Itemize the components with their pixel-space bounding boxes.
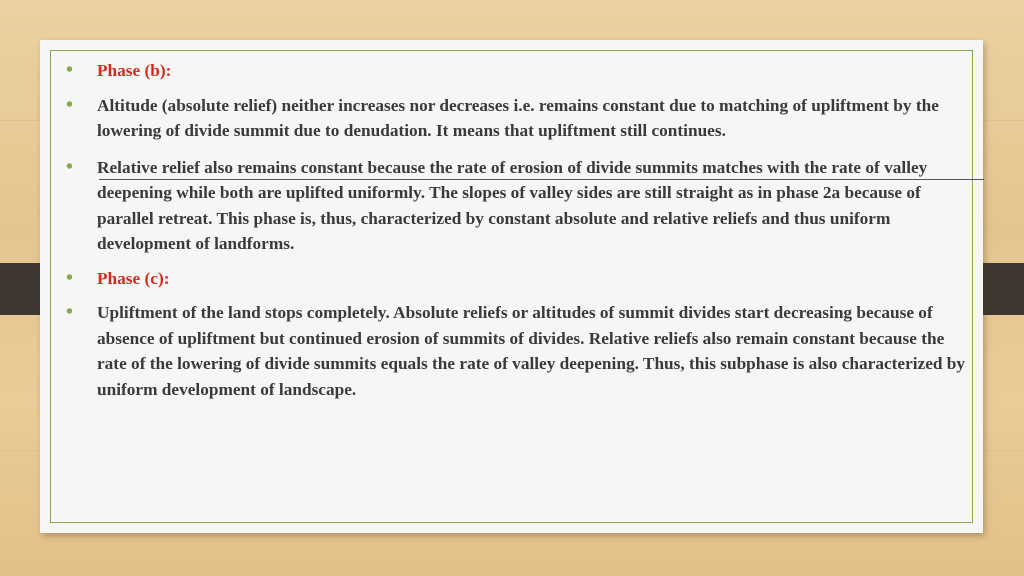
bullet-icon: • xyxy=(66,301,74,323)
left-side-tab xyxy=(0,263,40,315)
phase-c-heading: Phase (c): xyxy=(97,268,170,288)
bullet-icon: • xyxy=(66,59,74,81)
bullet-icon: • xyxy=(66,93,74,116)
bullet-icon: • xyxy=(66,266,74,289)
bullet-item-phase-b-heading xyxy=(66,58,971,84)
slide-content xyxy=(66,58,971,411)
bullet-item-altitude xyxy=(66,93,971,144)
underline-decoration xyxy=(99,179,984,180)
bullet-icon: • xyxy=(66,155,74,178)
bullet-item-upliftment xyxy=(66,300,971,402)
bullet-item-relative-relief xyxy=(66,155,971,257)
upliftment-paragraph: Upliftment of the land stops completely. Absolute reliefs or altitudes of summit divides start decreasing because of absence of upliftment but continued erosion of summits of divides. Relative reliefs also remain constant because the rate of the lowering of divide summits equals the rate of valley deepening. Thus, this subphase is also characterized by uniform development of landscape. xyxy=(97,303,966,399)
bullet-item-phase-c-heading xyxy=(66,266,971,292)
phase-b-heading: Phase (b): xyxy=(97,61,172,80)
relative-relief-paragraph: Relative relief also remains constant because the rate of erosion of divide summits matches with the rate of valley deepening while both are uplifted uniformly. The slopes of valley sides are still straight as in phase 2a because of parallel retreat. This phase is, thus, characterized by constant absolute and relative reliefs and thus uniform development of landforms. xyxy=(97,157,928,253)
altitude-paragraph: Altitude (absolute relief) neither increases nor decreases i.e. remains constant due to matching of upliftment by the lowering of divide summit due to denudation. It means that upliftment still continues. xyxy=(97,95,939,140)
slide-panel xyxy=(40,40,983,533)
